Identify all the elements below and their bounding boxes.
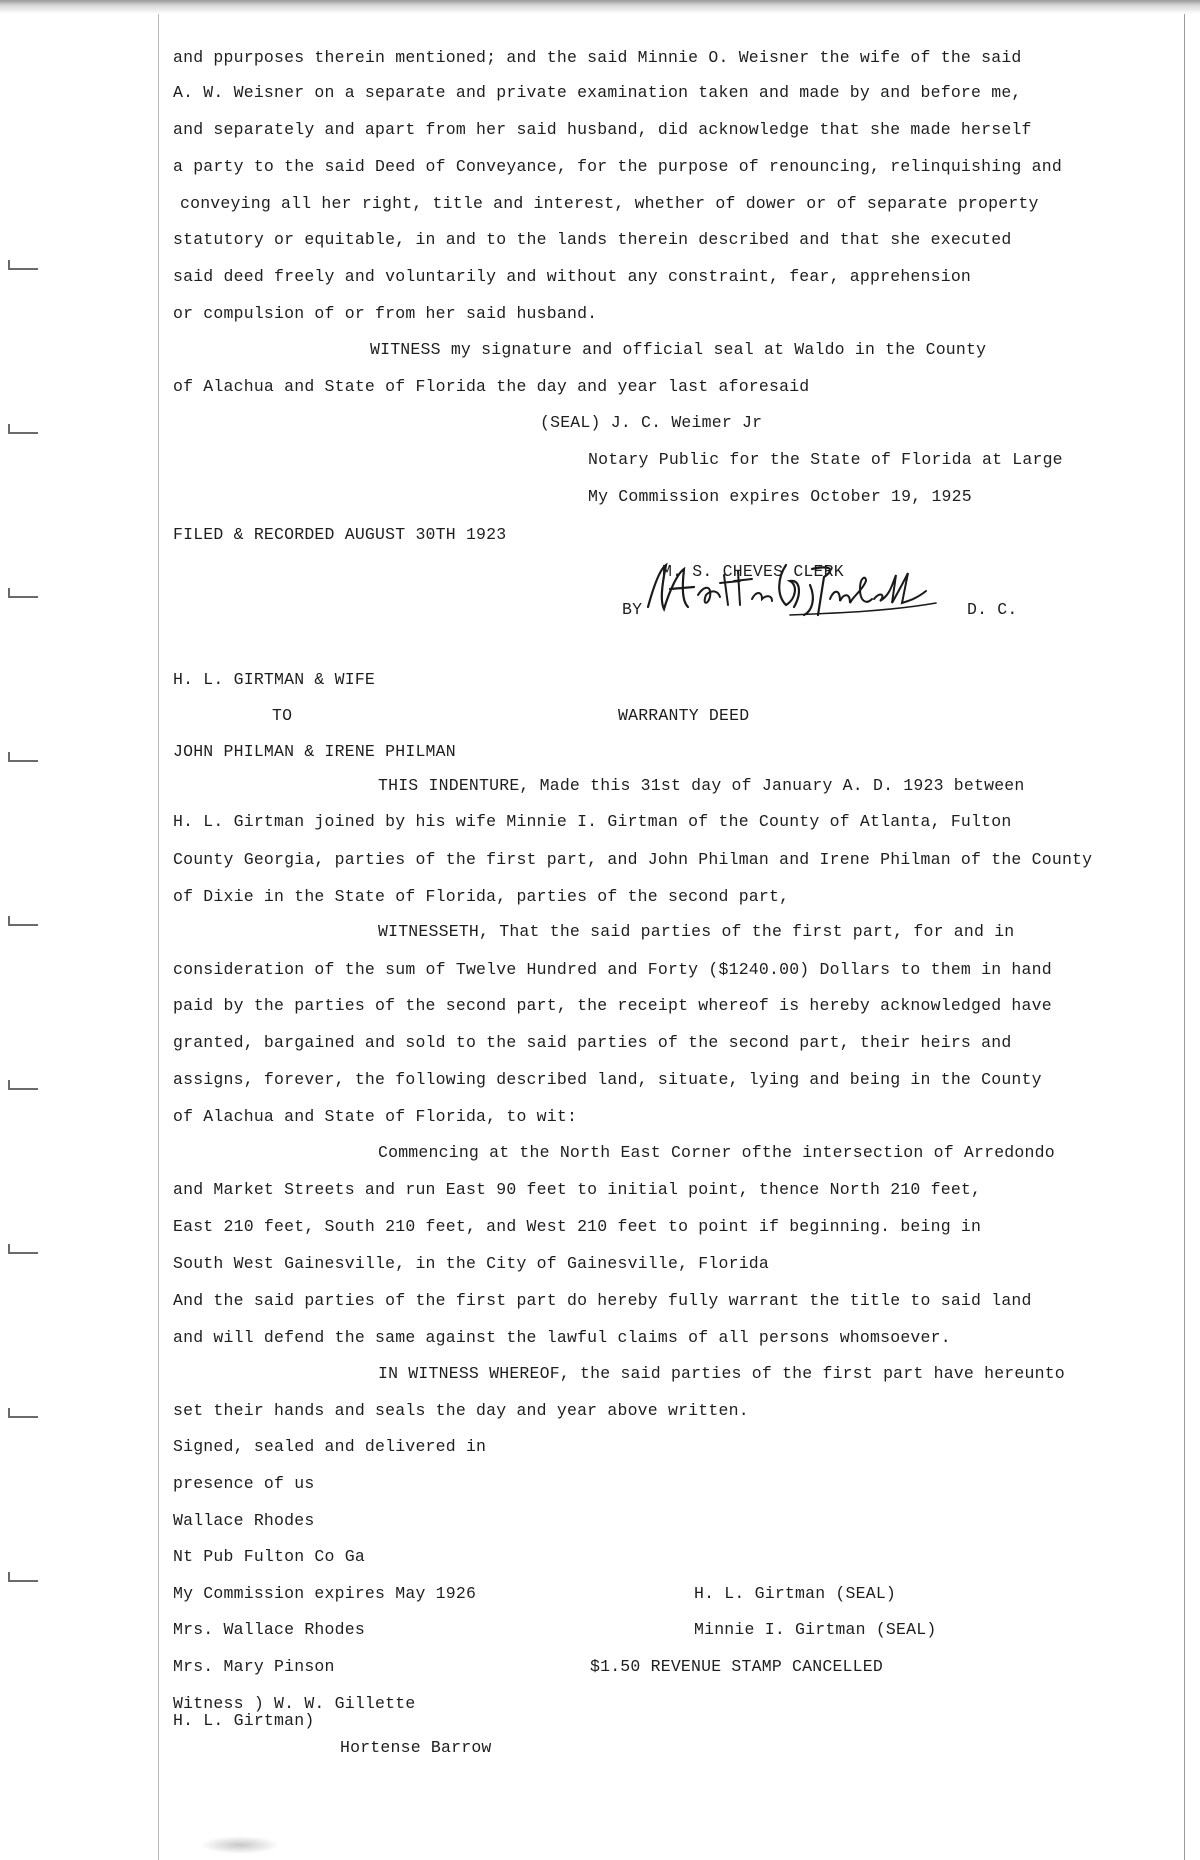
text-line: South West Gainesville, in the City of Gainesville, Florida: [173, 1254, 769, 1273]
margin-tick: [8, 268, 38, 270]
text-line: Hortense Barrow: [340, 1738, 492, 1757]
text-line: WITNESS my signature and official seal at Waldo in the County: [370, 340, 987, 359]
text-line: County Georgia, parties of the first part, and John Philman and Irene Philman of the County: [173, 850, 1093, 869]
left-margin-rule: [158, 14, 159, 1860]
text-line: M. S. CHEVES CLERK: [662, 562, 844, 581]
text-line: said deed freely and voluntarily and without any constraint, fear, apprehension: [173, 267, 972, 286]
text-line: (SEAL) J. C. Weimer Jr: [540, 413, 763, 432]
text-line: Nt Pub Fulton Co Ga: [173, 1547, 365, 1566]
text-line: WITNESSETH, That the said parties of the first part, for and in: [378, 922, 1015, 941]
right-margin-rule: [1184, 14, 1185, 1860]
text-line: assigns, forever, the following described land, situate, lying and being in the County: [173, 1070, 1042, 1089]
text-line: H. L. Girtman (SEAL): [694, 1584, 897, 1603]
text-line: D. C.: [967, 600, 1018, 619]
text-line: My Commission expires October 19, 1925: [588, 487, 972, 506]
text-line: My Commission expires May 1926: [173, 1584, 477, 1603]
text-line: BY: [622, 600, 643, 619]
text-line: H. L. Girtman joined by his wife Minnie I. Girtman of the County of Atlanta, Fulton: [173, 812, 1012, 831]
margin-tick: [8, 760, 38, 762]
text-line: Notary Public for the State of Florida at Large: [588, 450, 1063, 469]
text-line: consideration of the sum of Twelve Hundred and Forty ($1240.00) Dollars to them in hand: [173, 960, 1052, 979]
text-line: Mrs. Mary Pinson: [173, 1657, 335, 1676]
text-line: A. W. Weisner on a separate and private examination taken and made by and before me,: [173, 83, 1022, 102]
margin-tick: [8, 1252, 38, 1254]
handwritten-signature: [640, 555, 940, 625]
text-line: Wallace Rhodes: [173, 1511, 315, 1530]
text-line: Minnie I. Girtman (SEAL): [694, 1620, 937, 1639]
margin-tick: [8, 1088, 38, 1090]
text-line: of Alachua and State of Florida, to wit:: [173, 1107, 578, 1126]
margin-tick: [8, 1580, 38, 1582]
text-line: Signed, sealed and delivered in: [173, 1437, 487, 1456]
text-line: a party to the said Deed of Conveyance, for the purpose of renouncing, relinquishing and: [173, 157, 1062, 176]
text-line: of Dixie in the State of Florida, parties of the second part,: [173, 887, 790, 906]
text-line: FILED & RECORDED AUGUST 30TH 1923: [173, 525, 507, 544]
text-line: THIS INDENTURE, Made this 31st day of January A. D. 1923 between: [378, 776, 1025, 795]
margin-tick: [8, 596, 38, 598]
text-line: IN WITNESS WHEREOF, the said parties of the first part have hereunto: [378, 1364, 1065, 1383]
text-line: East 210 feet, South 210 feet, and West 210 feet to point if beginning. being in: [173, 1217, 982, 1236]
text-line: conveying all her right, title and interest, whether of dower or of separate property: [180, 194, 1039, 213]
text-line: Witness ) W. W. Gillette: [173, 1694, 416, 1713]
text-line: or compulsion of or from her said husband.: [173, 304, 598, 323]
margin-tick: [8, 924, 38, 926]
text-line: and ppurposes therein mentioned; and the said Minnie O. Weisner the wife of the said: [173, 48, 1022, 67]
text-line: paid by the parties of the second part, the receipt whereof is hereby acknowledged have: [173, 996, 1052, 1015]
text-line: WARRANTY DEED: [618, 706, 750, 725]
text-line: and will defend the same against the lawful claims of all persons whomsoever.: [173, 1328, 951, 1347]
text-line: TO: [272, 706, 293, 725]
scan-smudge: [200, 1836, 280, 1854]
text-line: of Alachua and State of Florida the day and year last aforesaid: [173, 377, 810, 396]
margin-tick: [8, 1416, 38, 1418]
text-line: JOHN PHILMAN & IRENE PHILMAN: [173, 742, 456, 761]
text-line: And the said parties of the first part do hereby fully warrant the title to said land: [173, 1291, 1032, 1310]
text-line: Commencing at the North East Corner ofthe intersection of Arredondo: [378, 1143, 1055, 1162]
margin-tick: [8, 432, 38, 434]
text-line: H. L. GIRTMAN & WIFE: [173, 670, 376, 689]
text-line: set their hands and seals the day and year above written.: [173, 1401, 749, 1420]
text-line: presence of us: [173, 1474, 315, 1493]
text-line: and separately and apart from her said husband, did acknowledge that she made herself: [173, 120, 1032, 139]
text-line: $1.50 REVENUE STAMP CANCELLED: [590, 1657, 883, 1676]
text-line: and Market Streets and run East 90 feet to initial point, thence North 210 feet,: [173, 1180, 982, 1199]
text-line: statutory or equitable, in and to the lands therein described and that she executed: [173, 230, 1012, 249]
text-line: granted, bargained and sold to the said parties of the second part, their heirs and: [173, 1033, 1012, 1052]
text-line: Mrs. Wallace Rhodes: [173, 1620, 365, 1639]
scan-top-edge: [0, 0, 1200, 14]
text-line: H. L. Girtman): [173, 1711, 315, 1730]
